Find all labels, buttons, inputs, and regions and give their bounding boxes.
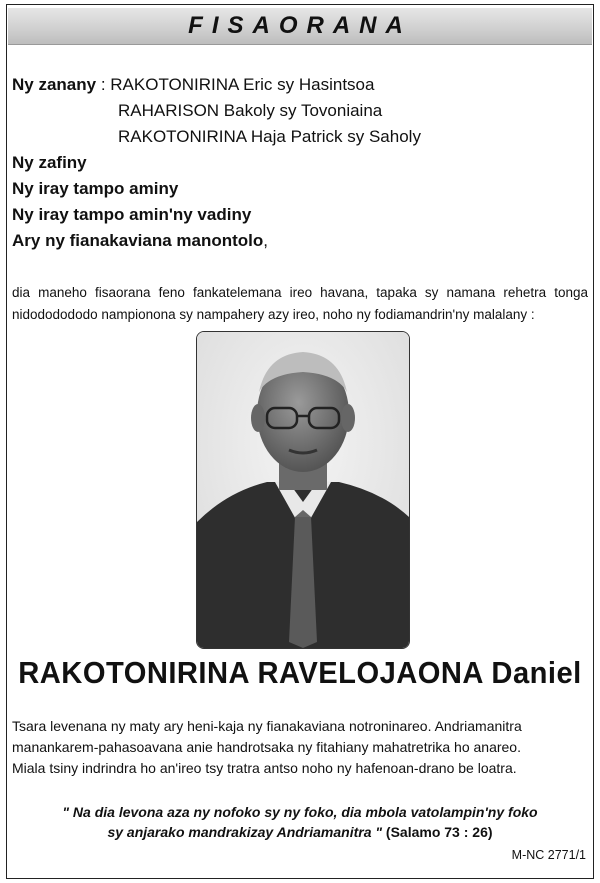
quote-line-2-row	[0, 822, 600, 842]
deceased-name: RAKOTONIRINA RAVELOJAONA Daniel	[18, 655, 582, 690]
body-line: Tsara levenana ny maty ary heni-kaja ny fianakaviana notroninareo. Andriamanitra	[12, 718, 522, 734]
body-line: Miala tsiny indrindra ho an'ireo tsy tratra antso noho ny hafenoan-drano be loatra.	[12, 760, 517, 776]
quote-line-1: " Na dia levona aza ny nofoko sy ny foko, dia mbola vatolampin'ny foko	[62, 804, 538, 820]
reference-code: M-NC 2771/1	[511, 848, 586, 862]
quote-line-2: sy anjarako mandrakizay Andriamanitra "	[107, 824, 383, 840]
child-name: RAKOTONIRINA Haja Patrick sy Saholy	[118, 127, 421, 146]
portrait-image	[197, 332, 409, 648]
family-line: Ny iray tampo aminy	[12, 179, 179, 198]
portrait-photo	[196, 331, 410, 649]
children-row	[12, 72, 421, 98]
bible-quote	[0, 802, 600, 842]
children-label: Ny zanany	[12, 75, 97, 94]
child-name: RAHARISON Bakoly sy Tovoniaina	[118, 101, 383, 120]
banner-title: FISAORANA	[188, 12, 412, 39]
family-list	[12, 72, 421, 254]
intro-paragraph: dia maneho fisaorana feno fankatelemana ireo havana, tapaka sy namana rehetra tonga nidododododo nampionona sy nampahery azy ireo, noho ny fodiamandrin'ny malalany :	[12, 285, 588, 322]
trailing-comma: ,	[263, 231, 269, 250]
quote-reference: (Salamo 73 : 26)	[382, 824, 493, 840]
family-line: Ny iray tampo amin'ny vadiny	[12, 205, 252, 224]
family-line: Ny zafiny	[12, 153, 87, 172]
title-banner	[8, 8, 592, 45]
child-name: RAKOTONIRINA Eric sy Hasintsoa	[110, 75, 375, 94]
child-row	[12, 98, 421, 124]
child-row	[12, 124, 421, 150]
body-line: manankarem-pahasoavana anie handrotsaka ny fitahiany mahatretrika ho anareo.	[12, 739, 521, 755]
family-line-last	[12, 228, 421, 254]
children-separator: :	[96, 75, 111, 94]
family-line: Ary ny fianakaviana manontolo	[12, 231, 264, 250]
thanks-paragraph	[12, 716, 592, 779]
